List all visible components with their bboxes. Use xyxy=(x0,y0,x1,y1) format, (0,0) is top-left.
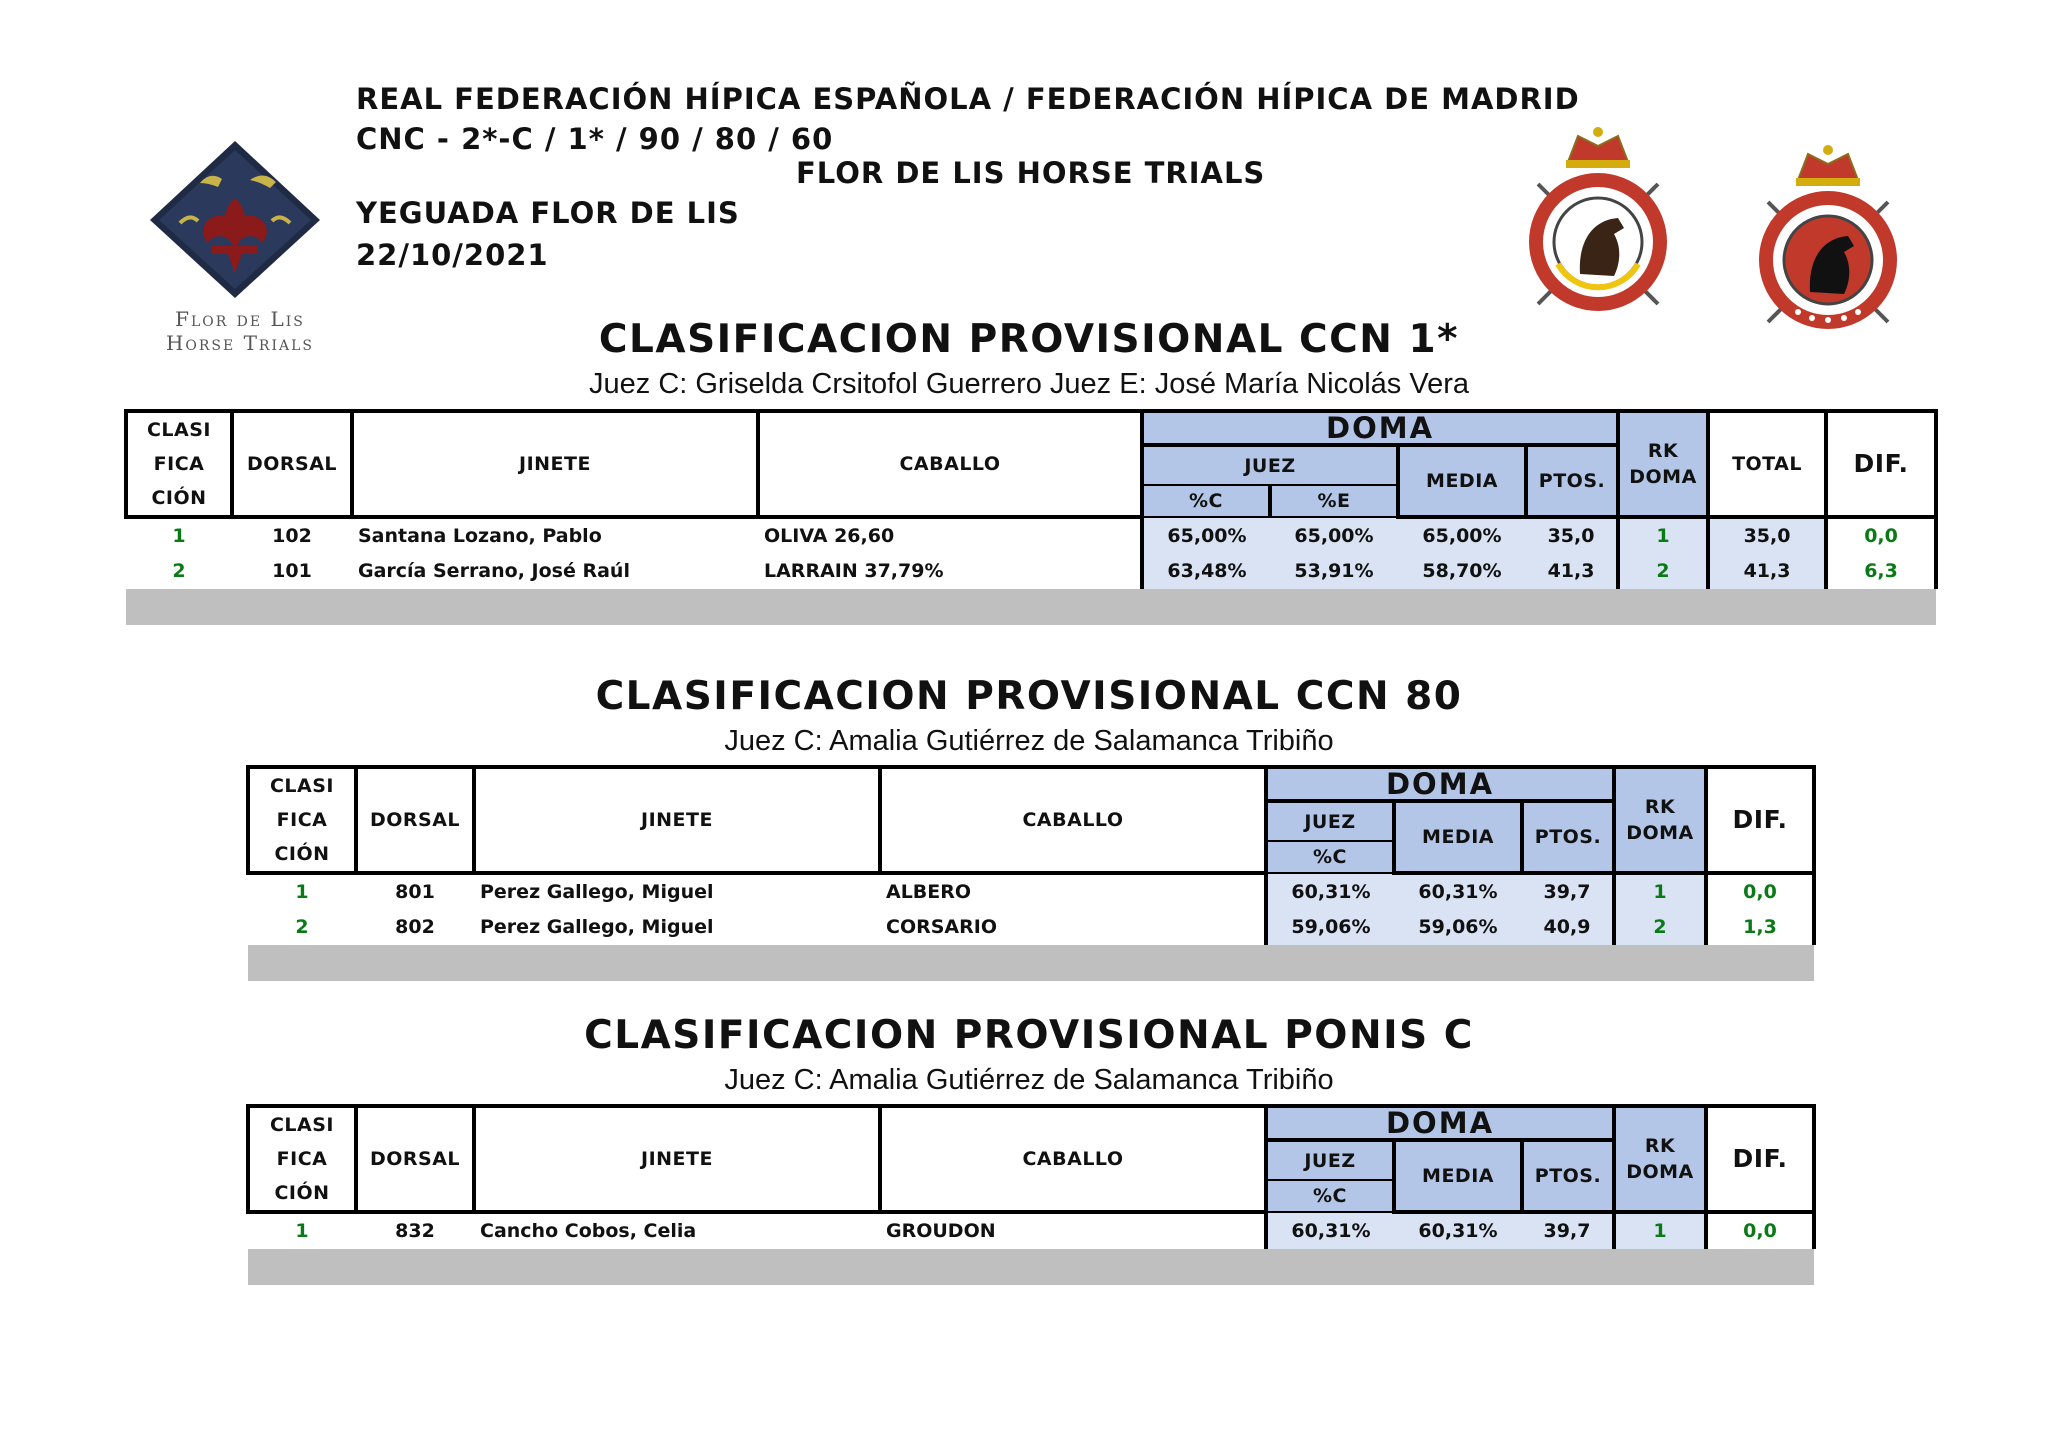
cell-rk-doma: 1 xyxy=(1618,517,1708,554)
section-judges-ccn80: Juez C: Amalia Gutiérrez de Salamanca Tribiño xyxy=(724,725,1334,757)
col-ptos: PTOS. xyxy=(1522,801,1614,873)
col-doma: DOMA xyxy=(1266,767,1614,801)
cell-caballo: LARRAIN 37,79% xyxy=(764,560,944,582)
col-pct-c: %C xyxy=(1142,485,1270,517)
event-date: 22/10/2021 xyxy=(356,238,549,272)
table-footer-bar xyxy=(126,589,1936,625)
table-footer-bar xyxy=(248,945,1814,981)
col-juez: JUEZ xyxy=(1266,1140,1394,1180)
col-jinete: JINETE xyxy=(474,767,880,873)
cell-ptos: 40,9 xyxy=(1522,910,1614,945)
table-row xyxy=(126,554,1936,589)
col-doma: DOMA xyxy=(1142,411,1618,445)
cell-pct-c: 60,31% xyxy=(1266,1212,1394,1249)
cell-ptos: 39,7 xyxy=(1522,873,1614,910)
section-title-ccn80: CLASIFICACION PROVISIONAL CCN 80 xyxy=(595,674,1463,719)
table-row xyxy=(248,1212,1814,1249)
cell-pct-c: 63,48% xyxy=(1142,554,1270,589)
cell-media: 58,70% xyxy=(1398,554,1526,589)
cell-position: 1 xyxy=(295,881,309,903)
cell-dorsal: 832 xyxy=(395,1220,435,1242)
cell-pct-e: 53,91% xyxy=(1270,554,1398,589)
col-doma: DOMA xyxy=(1266,1106,1614,1140)
cell-pct-e: 65,00% xyxy=(1270,517,1398,554)
cell-caballo: ALBERO xyxy=(886,881,972,903)
col-caballo: CABALLO xyxy=(880,1106,1266,1212)
section-judges-ccn1: Juez C: Griselda Crsitofol Guerrero Juez E: José María Nicolás Vera xyxy=(589,368,1469,400)
col-pct-c: %C xyxy=(1266,1180,1394,1212)
col-dif: DIF. xyxy=(1706,767,1814,873)
col-jinete: JINETE xyxy=(474,1106,880,1212)
table-row xyxy=(248,873,1814,910)
cell-ptos: 39,7 xyxy=(1522,1212,1614,1249)
cell-jinete: García Serrano, José Raúl xyxy=(358,560,630,582)
madrid-federation-crest-icon xyxy=(1748,142,1908,332)
spanish-federation-crest-icon xyxy=(1518,124,1678,314)
col-dorsal: DORSAL xyxy=(356,767,474,873)
col-dorsal: DORSAL xyxy=(356,1106,474,1212)
cell-dif: 0,0 xyxy=(1706,873,1814,910)
cell-caballo: OLIVA 26,60 xyxy=(764,525,895,547)
cell-jinete: Perez Gallego, Miguel xyxy=(480,916,714,938)
rfhe-crest xyxy=(1518,124,1678,318)
col-ptos: PTOS. xyxy=(1522,1140,1614,1212)
fleur-de-lis-icon xyxy=(140,138,340,303)
cell-media: 60,31% xyxy=(1394,1212,1522,1249)
table-row xyxy=(126,517,1936,554)
col-media: MEDIA xyxy=(1394,801,1522,873)
col-juez: JUEZ xyxy=(1142,445,1398,485)
col-rk-doma: RK DOMA xyxy=(1614,767,1706,873)
cell-dorsal: 801 xyxy=(395,881,435,903)
cell-dorsal: 802 xyxy=(395,916,435,938)
venue-name: YEGUADA FLOR DE LIS xyxy=(356,196,740,230)
col-jinete: JINETE xyxy=(352,411,758,517)
cell-pct-c: 65,00% xyxy=(1142,517,1270,554)
col-rk-doma: RK DOMA xyxy=(1618,411,1708,517)
cell-position: 2 xyxy=(172,560,186,582)
cell-caballo: CORSARIO xyxy=(886,916,997,938)
cell-dif: 0,0 xyxy=(1826,517,1936,554)
cell-caballo: GROUDON xyxy=(886,1220,996,1242)
table-footer-bar xyxy=(248,1249,1814,1285)
cell-dorsal: 101 xyxy=(272,560,312,582)
col-clasificacion: CLASI FICA CIÓN xyxy=(248,1106,356,1212)
col-juez: JUEZ xyxy=(1266,801,1394,841)
col-clasificacion: CLASI FICA CIÓN xyxy=(248,767,356,873)
cell-position: 1 xyxy=(295,1220,309,1242)
cell-ptos: 35,0 xyxy=(1526,517,1618,554)
col-dif: DIF. xyxy=(1706,1106,1814,1212)
results-table-ccn1 xyxy=(124,409,1938,625)
col-caballo: CABALLO xyxy=(758,411,1142,517)
section-judges-ponis-c: Juez C: Amalia Gutiérrez de Salamanca Tribiño xyxy=(724,1064,1334,1096)
cell-rk-doma: 1 xyxy=(1614,873,1706,910)
col-clasificacion: CLASI FICA CIÓN xyxy=(126,411,232,517)
col-pct-c: %C xyxy=(1266,841,1394,873)
competition-categories: CNC - 2*-C / 1* / 90 / 80 / 60 xyxy=(356,122,834,156)
federation-title: REAL FEDERACIÓN HÍPICA ESPAÑOLA / FEDERACIÓN HÍPICA DE MADRID xyxy=(356,82,1580,116)
cell-media: 59,06% xyxy=(1394,910,1522,945)
cell-rk-doma: 2 xyxy=(1614,910,1706,945)
results-table-ponis-c xyxy=(246,1104,1816,1285)
cell-dif: 0,0 xyxy=(1706,1212,1814,1249)
cell-pct-c: 60,31% xyxy=(1266,873,1394,910)
cell-position: 2 xyxy=(295,916,309,938)
cell-dif: 6,3 xyxy=(1826,554,1936,589)
col-pct-e: %E xyxy=(1270,485,1398,517)
event-name: FLOR DE LIS HORSE TRIALS xyxy=(796,156,1266,190)
col-ptos: PTOS. xyxy=(1526,445,1618,517)
cell-total: 35,0 xyxy=(1708,517,1826,554)
col-rk-doma: RK DOMA xyxy=(1614,1106,1706,1212)
cell-dorsal: 102 xyxy=(272,525,312,547)
col-media: MEDIA xyxy=(1394,1140,1522,1212)
cell-media: 60,31% xyxy=(1394,873,1522,910)
col-dorsal: DORSAL xyxy=(232,411,352,517)
cell-jinete: Santana Lozano, Pablo xyxy=(358,525,602,547)
cell-rk-doma: 1 xyxy=(1614,1212,1706,1249)
cell-position: 1 xyxy=(172,525,186,547)
section-title-ccn1: CLASIFICACION PROVISIONAL CCN 1* xyxy=(598,317,1460,362)
cell-media: 65,00% xyxy=(1398,517,1526,554)
col-media: MEDIA xyxy=(1398,445,1526,517)
section-title-ponis-c: CLASIFICACION PROVISIONAL PONIS C xyxy=(584,1013,1474,1058)
cell-jinete: Cancho Cobos, Celia xyxy=(480,1220,697,1242)
logo-text-line1: Flor de Lis xyxy=(175,307,305,331)
fhm-crest xyxy=(1748,142,1908,336)
cell-ptos: 41,3 xyxy=(1526,554,1618,589)
col-dif: DIF. xyxy=(1826,411,1936,517)
col-total: TOTAL xyxy=(1708,411,1826,517)
cell-dif: 1,3 xyxy=(1706,910,1814,945)
col-caballo: CABALLO xyxy=(880,767,1266,873)
results-table-ccn80 xyxy=(246,765,1816,981)
cell-pct-c: 59,06% xyxy=(1266,910,1394,945)
table-row xyxy=(248,910,1814,945)
logo-text-line2: Horse Trials xyxy=(165,331,315,355)
cell-total: 41,3 xyxy=(1708,554,1826,589)
cell-rk-doma: 2 xyxy=(1618,554,1708,589)
cell-jinete: Perez Gallego, Miguel xyxy=(480,881,714,903)
